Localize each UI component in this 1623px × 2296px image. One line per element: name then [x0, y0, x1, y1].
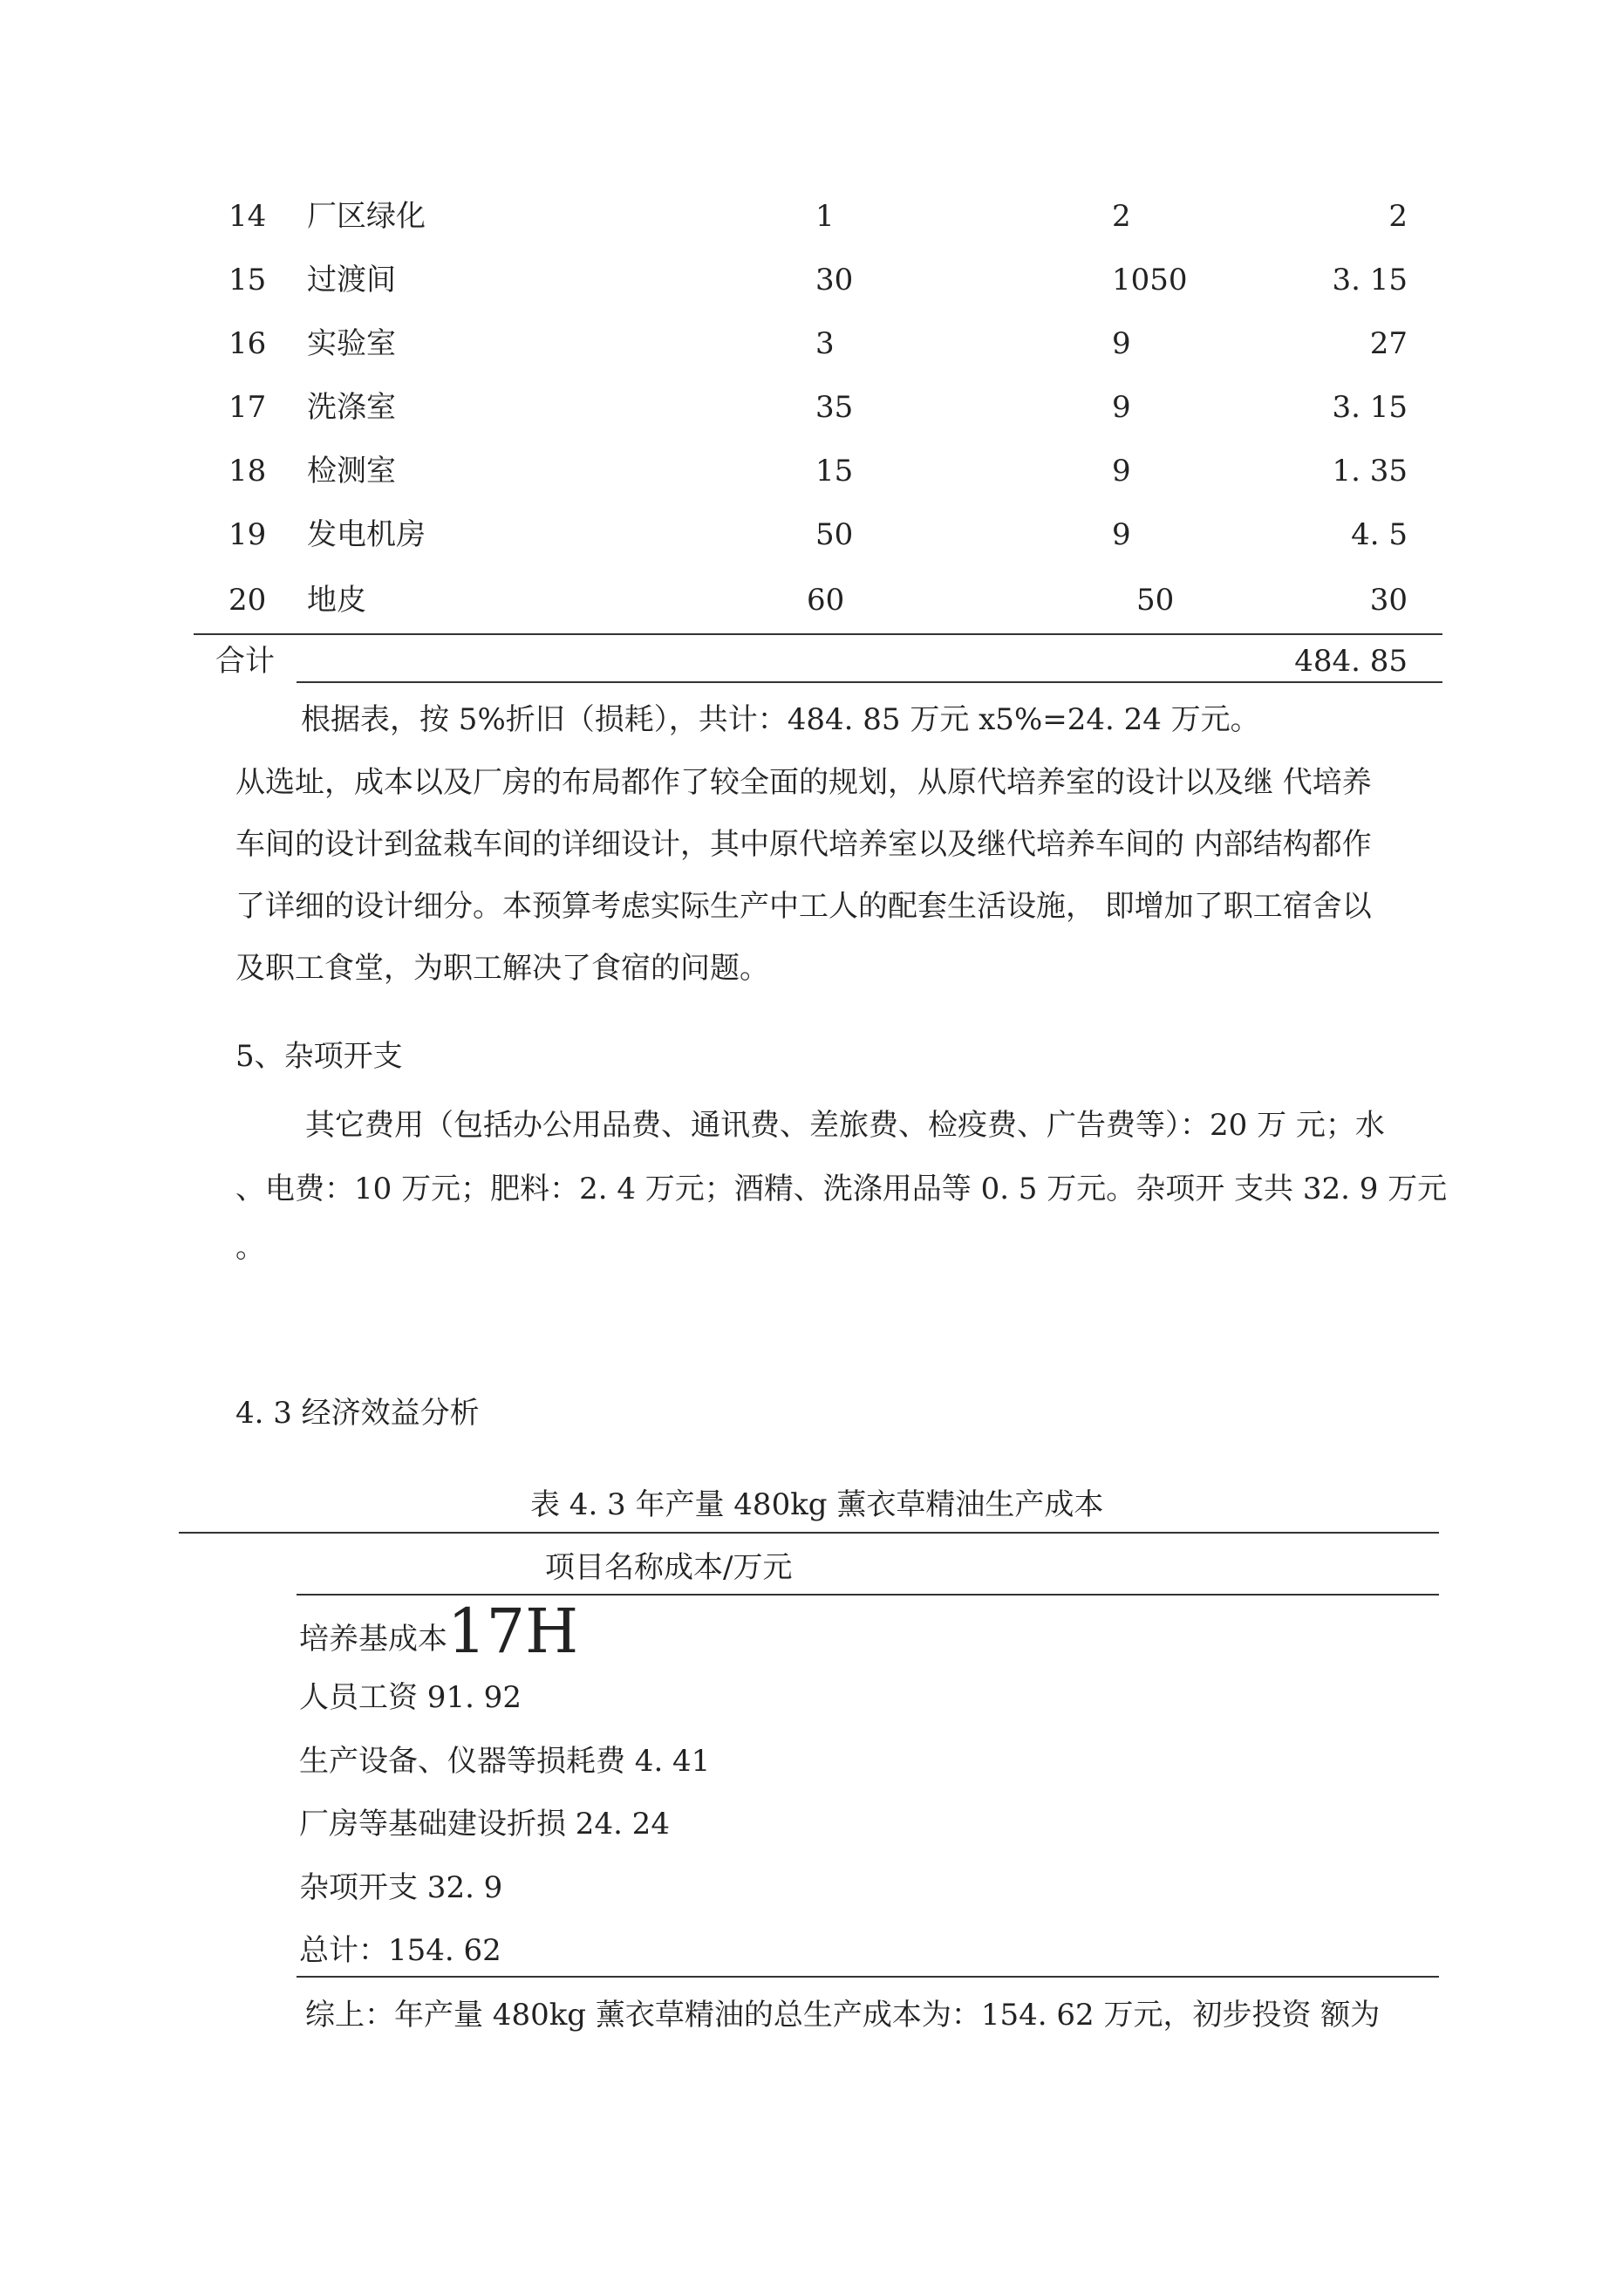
table-row	[0, 569, 1623, 632]
row-value-b: 9	[1112, 454, 1131, 489]
table-row	[0, 185, 1623, 249]
cost-item: 生产设备、仪器等损耗费 4. 41	[299, 1744, 711, 1779]
row-number: 17	[228, 390, 267, 425]
row-value-c: 30	[1369, 583, 1408, 618]
cost-item: 人员工资 91. 92	[299, 1680, 522, 1715]
total-label: 合计	[215, 644, 275, 679]
row-value-a: 35	[815, 390, 854, 425]
cost-item	[299, 1596, 579, 1672]
row-number: 15	[228, 263, 267, 297]
row-name: 检测室	[307, 454, 396, 489]
row-number: 14	[228, 199, 267, 234]
row-value-c: 27	[1369, 326, 1408, 361]
conclusion-paragraph: 综上：年产量 480kg 薰衣草精油的总生产成本为：154. 62 万元，初步投资 额为	[305, 1998, 1381, 2033]
table-row	[0, 440, 1623, 503]
row-value-a: 1	[815, 199, 835, 234]
row-value-b: 50	[1136, 583, 1175, 618]
paragraph-line: 从选址，成本以及厂房的布局都作了较全面的规划，从原代培养室的设计以及继 代培养	[235, 765, 1372, 800]
row-value-b: 9	[1112, 390, 1131, 425]
row-number: 20	[228, 583, 267, 618]
table-row	[0, 249, 1623, 312]
paragraph-line: 其它费用（包括办公用品费、通讯费、差旅费、检疫费、广告费等）：20 万 元；水	[305, 1108, 1385, 1143]
row-value-c: 3. 15	[1332, 263, 1408, 297]
paragraph-line: 、电费：10 万元；肥料：2. 4 万元；酒精、洗涤用品等 0. 5 万元。杂项开 支共 32. 9 万元	[235, 1172, 1448, 1206]
total-value: 484. 85	[1294, 644, 1408, 679]
cost-item-label: 培养基成本	[299, 1622, 447, 1657]
row-name: 实验室	[307, 326, 396, 361]
depreciation-paragraph: 根据表，按 5%折旧（损耗），共计：484. 85 万元 x5%=24. 24 万元。	[301, 702, 1260, 737]
paragraph-line: 及职工食堂，为职工解决了食宿的问题。	[235, 951, 769, 986]
cost-total: 总计：154. 62	[299, 1933, 501, 1968]
row-name: 厂区绿化	[307, 199, 426, 234]
section-heading: 4. 3 经济效益分析	[235, 1396, 480, 1431]
row-value-c: 3. 15	[1332, 390, 1408, 425]
row-name: 发电机房	[307, 517, 426, 552]
table-header: 项目名称成本/万元	[545, 1550, 793, 1585]
table-row	[0, 312, 1623, 376]
row-value-c: 2	[1388, 199, 1408, 234]
cost-item: 厂房等基础建设折损 24. 24	[299, 1807, 670, 1842]
row-name: 过渡间	[307, 263, 396, 297]
cost-item: 杂项开支 32. 9	[299, 1870, 503, 1905]
table-top-rule	[179, 1532, 1439, 1534]
row-name: 洗涤室	[307, 390, 396, 425]
table-caption: 表 4. 3 年产量 480kg 薰衣草精油生产成本	[530, 1487, 1104, 1522]
table-row	[0, 376, 1623, 440]
row-value-a: 60	[807, 583, 845, 618]
row-value-b: 1050	[1112, 263, 1188, 297]
table-bottom-rule	[297, 681, 1442, 683]
row-value-a: 30	[815, 263, 854, 297]
row-number: 16	[228, 326, 267, 361]
row-value-c: 1. 35	[1332, 454, 1408, 489]
table-bottom-rule	[297, 1976, 1439, 1978]
row-number: 18	[228, 454, 267, 489]
misc-heading: 5、杂项开支	[235, 1039, 403, 1074]
row-value-a: 3	[815, 326, 835, 361]
cost-item-value: 17H	[447, 1596, 579, 1667]
row-value-c: 4. 5	[1351, 517, 1408, 552]
row-name: 地皮	[307, 583, 366, 618]
table-row	[0, 503, 1623, 567]
row-number: 19	[228, 517, 267, 552]
paragraph-line: 了详细的设计细分。本预算考虑实际生产中工人的配套生活设施， 即增加了职工宿舍以	[235, 889, 1372, 924]
row-value-b: 9	[1112, 326, 1131, 361]
row-value-a: 15	[815, 454, 854, 489]
row-value-b: 2	[1112, 199, 1131, 234]
table-divider	[194, 633, 1442, 635]
paragraph-line: 车间的设计到盆栽车间的详细设计，其中原代培养室以及继代培养车间的 内部结构都作	[235, 827, 1372, 862]
paragraph-line: 。	[235, 1230, 265, 1265]
row-value-b: 9	[1112, 517, 1131, 552]
row-value-a: 50	[815, 517, 854, 552]
